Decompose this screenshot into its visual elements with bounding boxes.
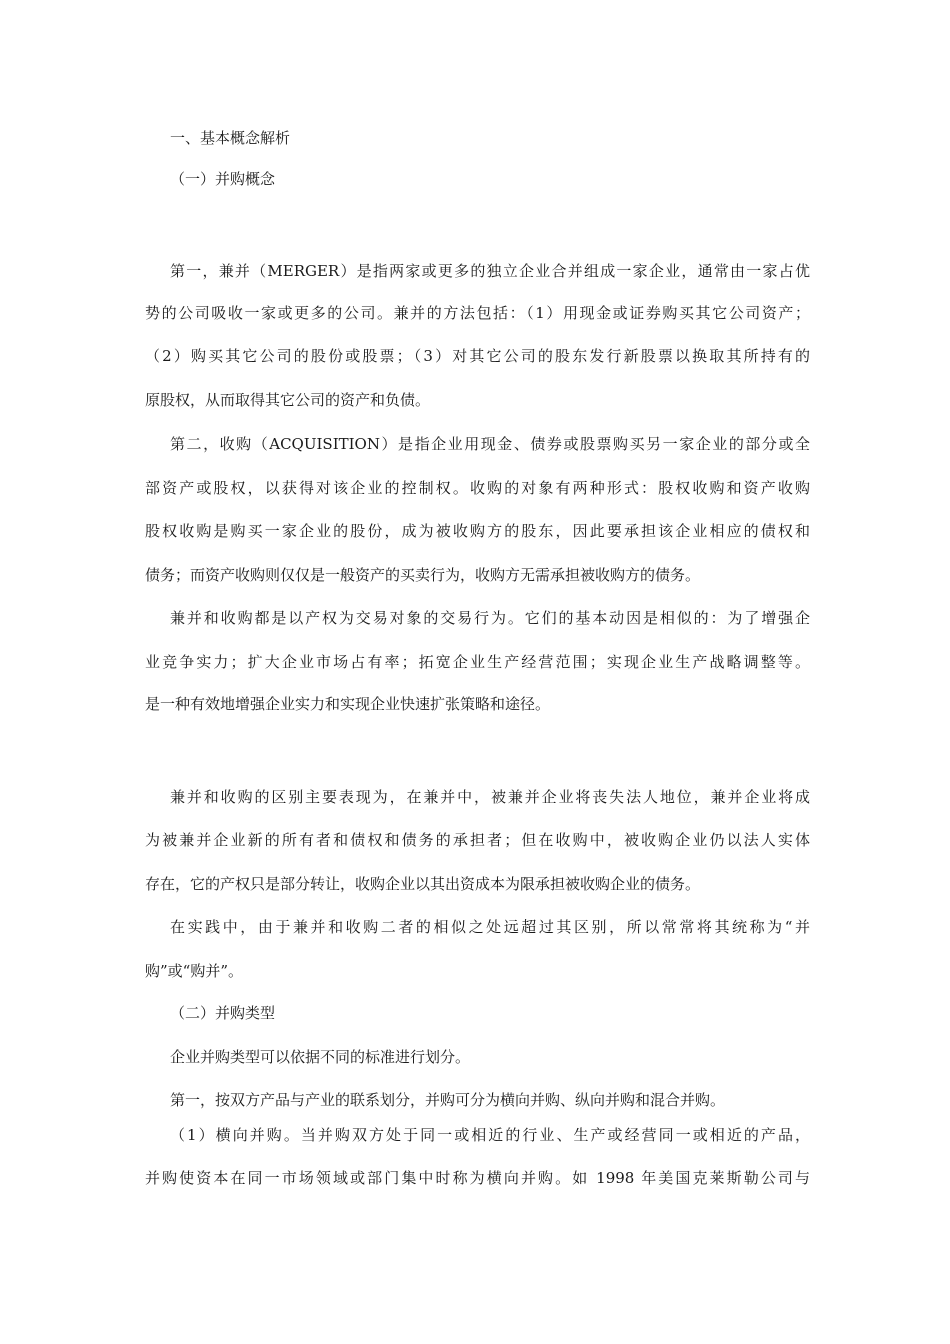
paragraph-line: （2）购买其它公司的股份或股票；（3）对其它公司的股东发行新股票以换取其所持有的: [145, 347, 810, 365]
paragraph-line: 为被兼并企业新的所有者和债权和债务的承担者；但在收购中，被收购企业仍以法人实体: [145, 831, 810, 849]
section-heading: 一、基本概念解析: [170, 129, 291, 147]
paragraph-line: 是一种有效地增强企业实力和实现企业快速扩张策略和途径。: [145, 695, 551, 713]
paragraph-line: 企业并购类型可以依据不同的标准进行划分。: [170, 1048, 471, 1066]
paragraph-line: 第一，按双方产品与产业的联系划分，并购可分为横向并购、纵向并购和混合并购。: [170, 1091, 726, 1109]
paragraph-line: 存在，它的产权只是部分转让，收购企业以其出资成本为限承担被收购企业的债务。: [145, 875, 701, 893]
paragraph-line: 股权收购是购买一家企业的股份，成为被收购方的股东，因此要承担该企业相应的债权和: [145, 522, 810, 540]
paragraph-line: 购”或“购并”。: [145, 962, 244, 980]
paragraph-line: 部资产或股权，以获得对该企业的控制权。收购的对象有两种形式：股权收购和资产收购: [145, 479, 810, 497]
paragraph-line: （1）横向并购。当并购双方处于同一或相近的行业、生产或经营同一或相近的产品，: [170, 1126, 810, 1144]
paragraph-line: 原股权，从而取得其它公司的资产和负债。: [145, 391, 431, 409]
paragraph-line: 在实践中，由于兼并和收购二者的相似之处远超过其区别，所以常常将其统称为“并: [170, 918, 810, 936]
subsection-heading: （一）并购概念: [170, 170, 276, 188]
paragraph-line: 兼并和收购都是以产权为交易对象的交易行为。它们的基本动因是相似的：为了增强企: [170, 609, 810, 627]
paragraph-line: 第二，收购（ACQUISITION）是指企业用现金、债券或股票购买另一家企业的部分或全: [170, 435, 810, 453]
subsection-heading: （二）并购类型: [170, 1004, 276, 1022]
paragraph-line: 第一，兼并（MERGER）是指两家或更多的独立企业合并组成一家企业，通常由一家占优: [170, 262, 810, 280]
paragraph-line: 势的公司吸收一家或更多的公司。兼并的方法包括：（1）用现金或证券购买其它公司资产；: [145, 304, 810, 322]
paragraph-line: 兼并和收购的区别主要表现为，在兼并中，被兼并企业将丧失法人地位，兼并企业将成: [170, 788, 810, 806]
paragraph-line: 并购使资本在同一市场领域或部门集中时称为横向并购。如 1998 年美国克莱斯勒公司与: [145, 1169, 810, 1187]
paragraph-line: 债务；而资产收购则仅仅是一般资产的买卖行为，收购方无需承担被收购方的债务。: [145, 566, 701, 584]
paragraph-line: 业竞争实力；扩大企业市场占有率；拓宽企业生产经营范围；实现企业生产战略调整等。: [145, 653, 810, 671]
